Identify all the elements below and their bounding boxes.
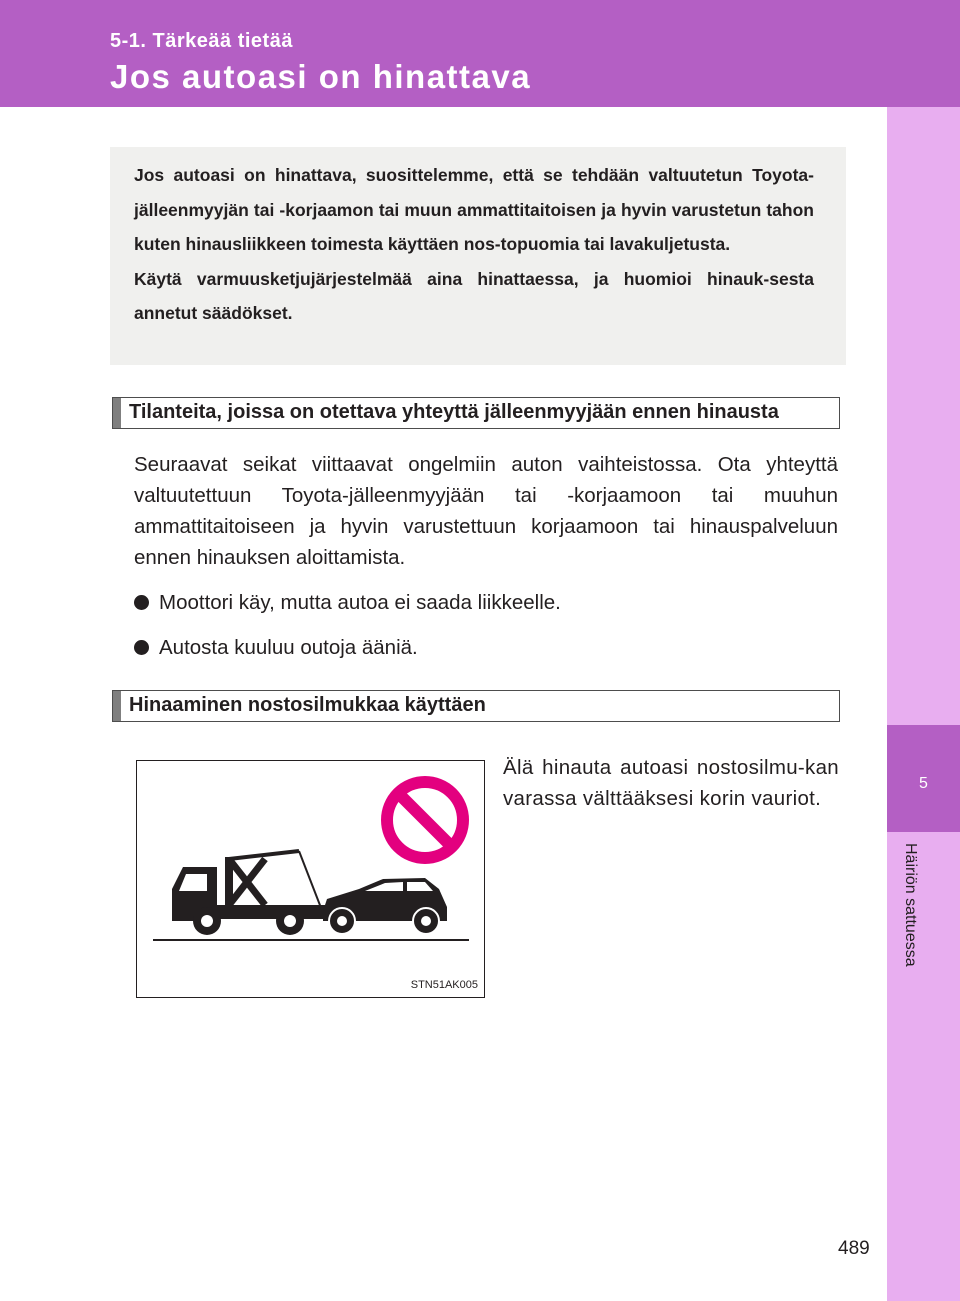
side-strip <box>887 107 960 1301</box>
heading-bar <box>113 691 121 721</box>
section2-paragraph: Älä hinauta autoasi nostosilmu-kan varassa välttääksesi korin vauriot. <box>503 756 839 810</box>
bullet-text: Moottori käy, mutta autoa ei saada liikkeelle. <box>159 591 561 614</box>
page-title: Jos autoasi on hinattava <box>110 58 532 95</box>
section-heading-towing-eyelet <box>112 690 840 722</box>
figure-code: STN51AK005 <box>410 979 478 991</box>
section-label: 5-1. Tärkeää tietää <box>110 30 293 52</box>
tow-truck-prohibited-icon <box>137 761 484 997</box>
intro-paragraph-2: Käytä varmuusketjujärjestelmää aina hinattaessa, ja huomioi hinauk-sesta annetut säädökset. <box>134 268 814 323</box>
chapter-label: Häiriön sattuessa <box>902 843 919 967</box>
section1-paragraph: Seuraavat seikat viittaavat ongelmiin auton vaihteistossa. Ota yhteyttä valtuutettuun Toyota-jälleenmyyjään tai -korjaamoon tai muuhun ammattitaitoiseen ja hyvin varustettuun korjaamoon tai hinauspalveluun ennen hinauksen aloittamista. <box>134 453 838 569</box>
section-heading-dealer-contact <box>112 397 840 429</box>
section-heading-text: Tilanteita, joissa on otettava yhteyttä jälleenmyyjään ennen hinausta <box>129 401 779 423</box>
intro-text <box>134 158 814 331</box>
heading-bar <box>113 398 121 428</box>
tow-truck-illustration <box>136 760 485 998</box>
section-heading-text: Hinaaminen nostosilmukkaa käyttäen <box>129 694 486 716</box>
bullet-dot-icon <box>134 595 149 610</box>
bullet-text: Autosta kuuluu outoja ääniä. <box>159 636 418 659</box>
bullet-item <box>134 633 418 663</box>
bullet-item <box>134 588 561 618</box>
page-number: 489 <box>838 1238 870 1259</box>
intro-paragraph-1: Jos autoasi on hinattava, suosittelemme, että se tehdään valtuutetun Toyota-jälleenmyyjän tai -korjaamon tai muun ammattitaitoisen ja hyvin varustetun tahon kuten hinausliikkeen toimesta käyttäen nos-topuomia tai lavakuljetusta. <box>134 165 814 254</box>
bullet-dot-icon <box>134 640 149 655</box>
chapter-number: 5 <box>919 775 928 792</box>
